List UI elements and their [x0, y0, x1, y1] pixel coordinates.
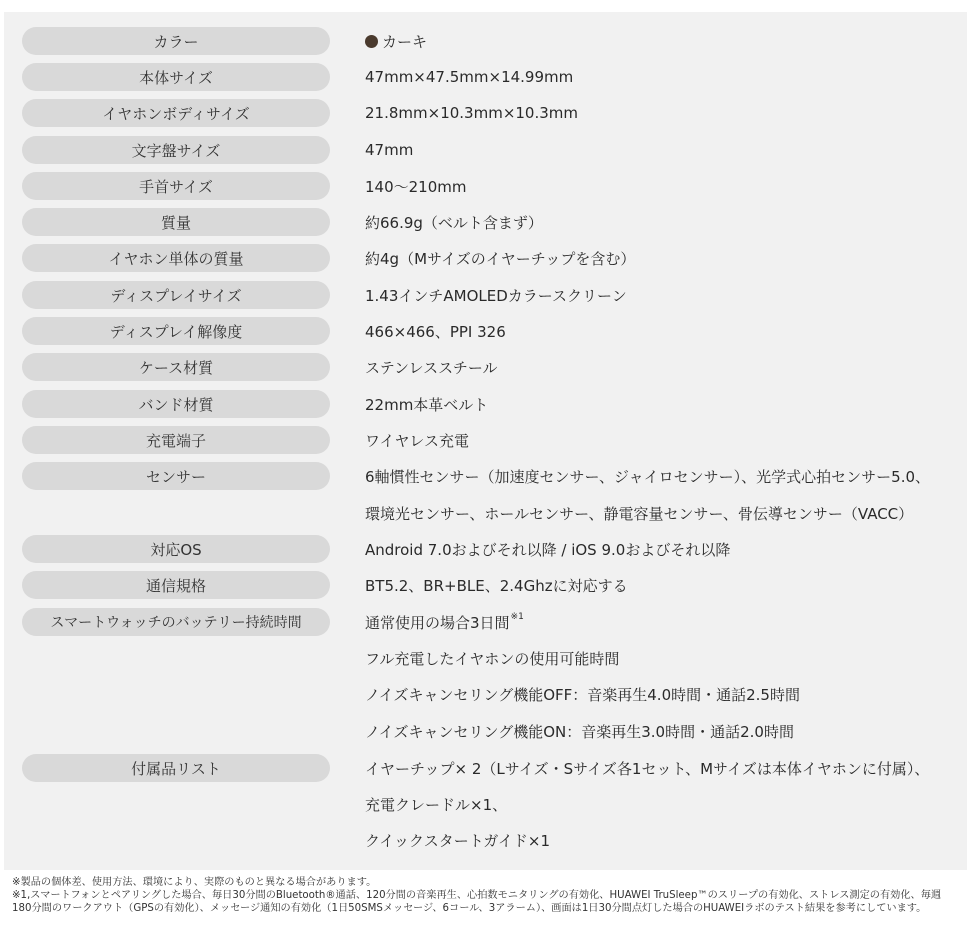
spec-value: 環境光センサー、ホールセンサー、静電容量センサー、骨伝導センサー（VACC）	[365, 504, 914, 523]
spec-row-sensors-cont	[4, 499, 967, 527]
spec-row-os	[4, 535, 967, 563]
spec-label: 手首サイズ	[22, 172, 330, 200]
spec-value: 6軸慣性センサー（加速度センサー、ジャイロセンサー）、光学式心拍センサー5.0、	[365, 467, 931, 486]
spec-value: BT5.2、BR+BLE、2.4Ghzに対応する	[365, 576, 628, 595]
spec-row-accessories-cont	[4, 790, 967, 818]
spec-row-sensors	[4, 462, 967, 490]
spec-row-battery-cont	[4, 717, 967, 745]
spec-label: ディスプレイ解像度	[22, 317, 330, 345]
spec-row-earphone-size	[4, 99, 967, 127]
spec-row-battery-cont	[4, 680, 967, 708]
spec-value: 1.43インチAMOLEDカラースクリーン	[365, 286, 627, 305]
spec-value: イヤーチップ× 2（Lサイズ・Sサイズ各1セット、Mサイズは本体イヤホンに付属）、	[365, 759, 930, 778]
spec-value: 47mm	[365, 141, 414, 159]
spec-label: カラー	[22, 27, 330, 55]
spec-value: ステンレススチール	[365, 358, 498, 377]
spec-label: スマートウォッチのバッテリー持続時間	[22, 608, 330, 636]
spec-label: イヤホンボディサイズ	[22, 99, 330, 127]
spec-label: 対応OS	[22, 535, 330, 563]
spec-row-color	[4, 27, 967, 55]
color-swatch-icon	[365, 35, 378, 48]
spec-row-wrist-size	[4, 172, 967, 200]
footnotes	[12, 876, 960, 915]
spec-value	[365, 27, 427, 55]
spec-value: フル充電したイヤホンの使用可能時間	[365, 649, 620, 668]
spec-label: イヤホン単体の質量	[22, 244, 330, 272]
spec-value: 22mm本革ベルト	[365, 395, 489, 414]
spec-value	[365, 608, 524, 636]
spec-value: ノイズキャンセリング機能ON：音楽再生3.0時間・通話2.0時間	[365, 722, 794, 741]
spec-row-dial-size	[4, 136, 967, 164]
spec-label: 質量	[22, 208, 330, 236]
spec-value: 140〜210mm	[365, 177, 467, 196]
spec-row-battery-cont	[4, 644, 967, 672]
spec-row-accessories-cont	[4, 826, 967, 854]
spec-value: Android 7.0およびそれ以降 / iOS 9.0およびそれ以降	[365, 540, 731, 559]
footnote-mark: ※1	[510, 612, 524, 622]
spec-value: 充電クレードル×1、	[365, 795, 508, 814]
spec-value: 47mm×47.5mm×14.99mm	[365, 68, 574, 86]
spec-label: バンド材質	[22, 390, 330, 418]
spec-row-band-material	[4, 390, 967, 418]
spec-value: 約66.9g（ベルト含まず）	[365, 213, 543, 232]
footnote: ※製品の個体差、使用方法、環境により、実際のものと異なる場合があります。	[12, 877, 377, 888]
spec-panel	[4, 12, 967, 870]
spec-label: 充電端子	[22, 426, 330, 454]
spec-value: ノイズキャンセリング機能OFF：音楽再生4.0時間・通話2.5時間	[365, 685, 800, 704]
spec-row-display-resolution	[4, 317, 967, 345]
footnote: ※1,スマートフォンとペアリングした場合、毎日30分間のBluetooth®通話、120分間の音楽再生、心拍数モニタリングの有効化、HUAWEI TruSleep™のスリープの有効化、ストレス測定の有効化、毎週180分間のワークアウト（GPSの有効化）、メッセージ通知の有効化（1日50SMSメッセージ、6コール、3アラーム）、画面は1日30分間点灯した場合のHUAWEIラボのテスト結果を参考にしています。	[12, 890, 942, 914]
spec-row-case-material	[4, 353, 967, 381]
spec-row-connectivity	[4, 571, 967, 599]
spec-value: 21.8mm×10.3mm×10.3mm	[365, 104, 579, 122]
spec-value: ワイヤレス充電	[365, 431, 469, 450]
spec-value: 466×466、PPI 326	[365, 322, 506, 341]
spec-label: 付属品リスト	[22, 754, 330, 782]
spec-row-weight	[4, 208, 967, 236]
spec-label: 本体サイズ	[22, 63, 330, 91]
spec-row-body-size	[4, 63, 967, 91]
spec-label: センサー	[22, 462, 330, 490]
spec-label: 文字盤サイズ	[22, 136, 330, 164]
spec-row-charging	[4, 426, 967, 454]
spec-row-battery	[4, 608, 967, 636]
spec-value: クイックスタートガイド×1	[365, 831, 551, 850]
spec-row-earphone-weight	[4, 244, 967, 272]
spec-value-text: 通常使用の場合3日間	[365, 613, 510, 632]
spec-row-display-size	[4, 281, 967, 309]
spec-label: ケース材質	[22, 353, 330, 381]
spec-value: 約4g（Mサイズのイヤーチップを含む）	[365, 249, 636, 268]
spec-label: 通信規格	[22, 571, 330, 599]
spec-label: ディスプレイサイズ	[22, 281, 330, 309]
spec-value-text: カーキ	[382, 32, 428, 51]
spec-row-accessories	[4, 754, 967, 782]
